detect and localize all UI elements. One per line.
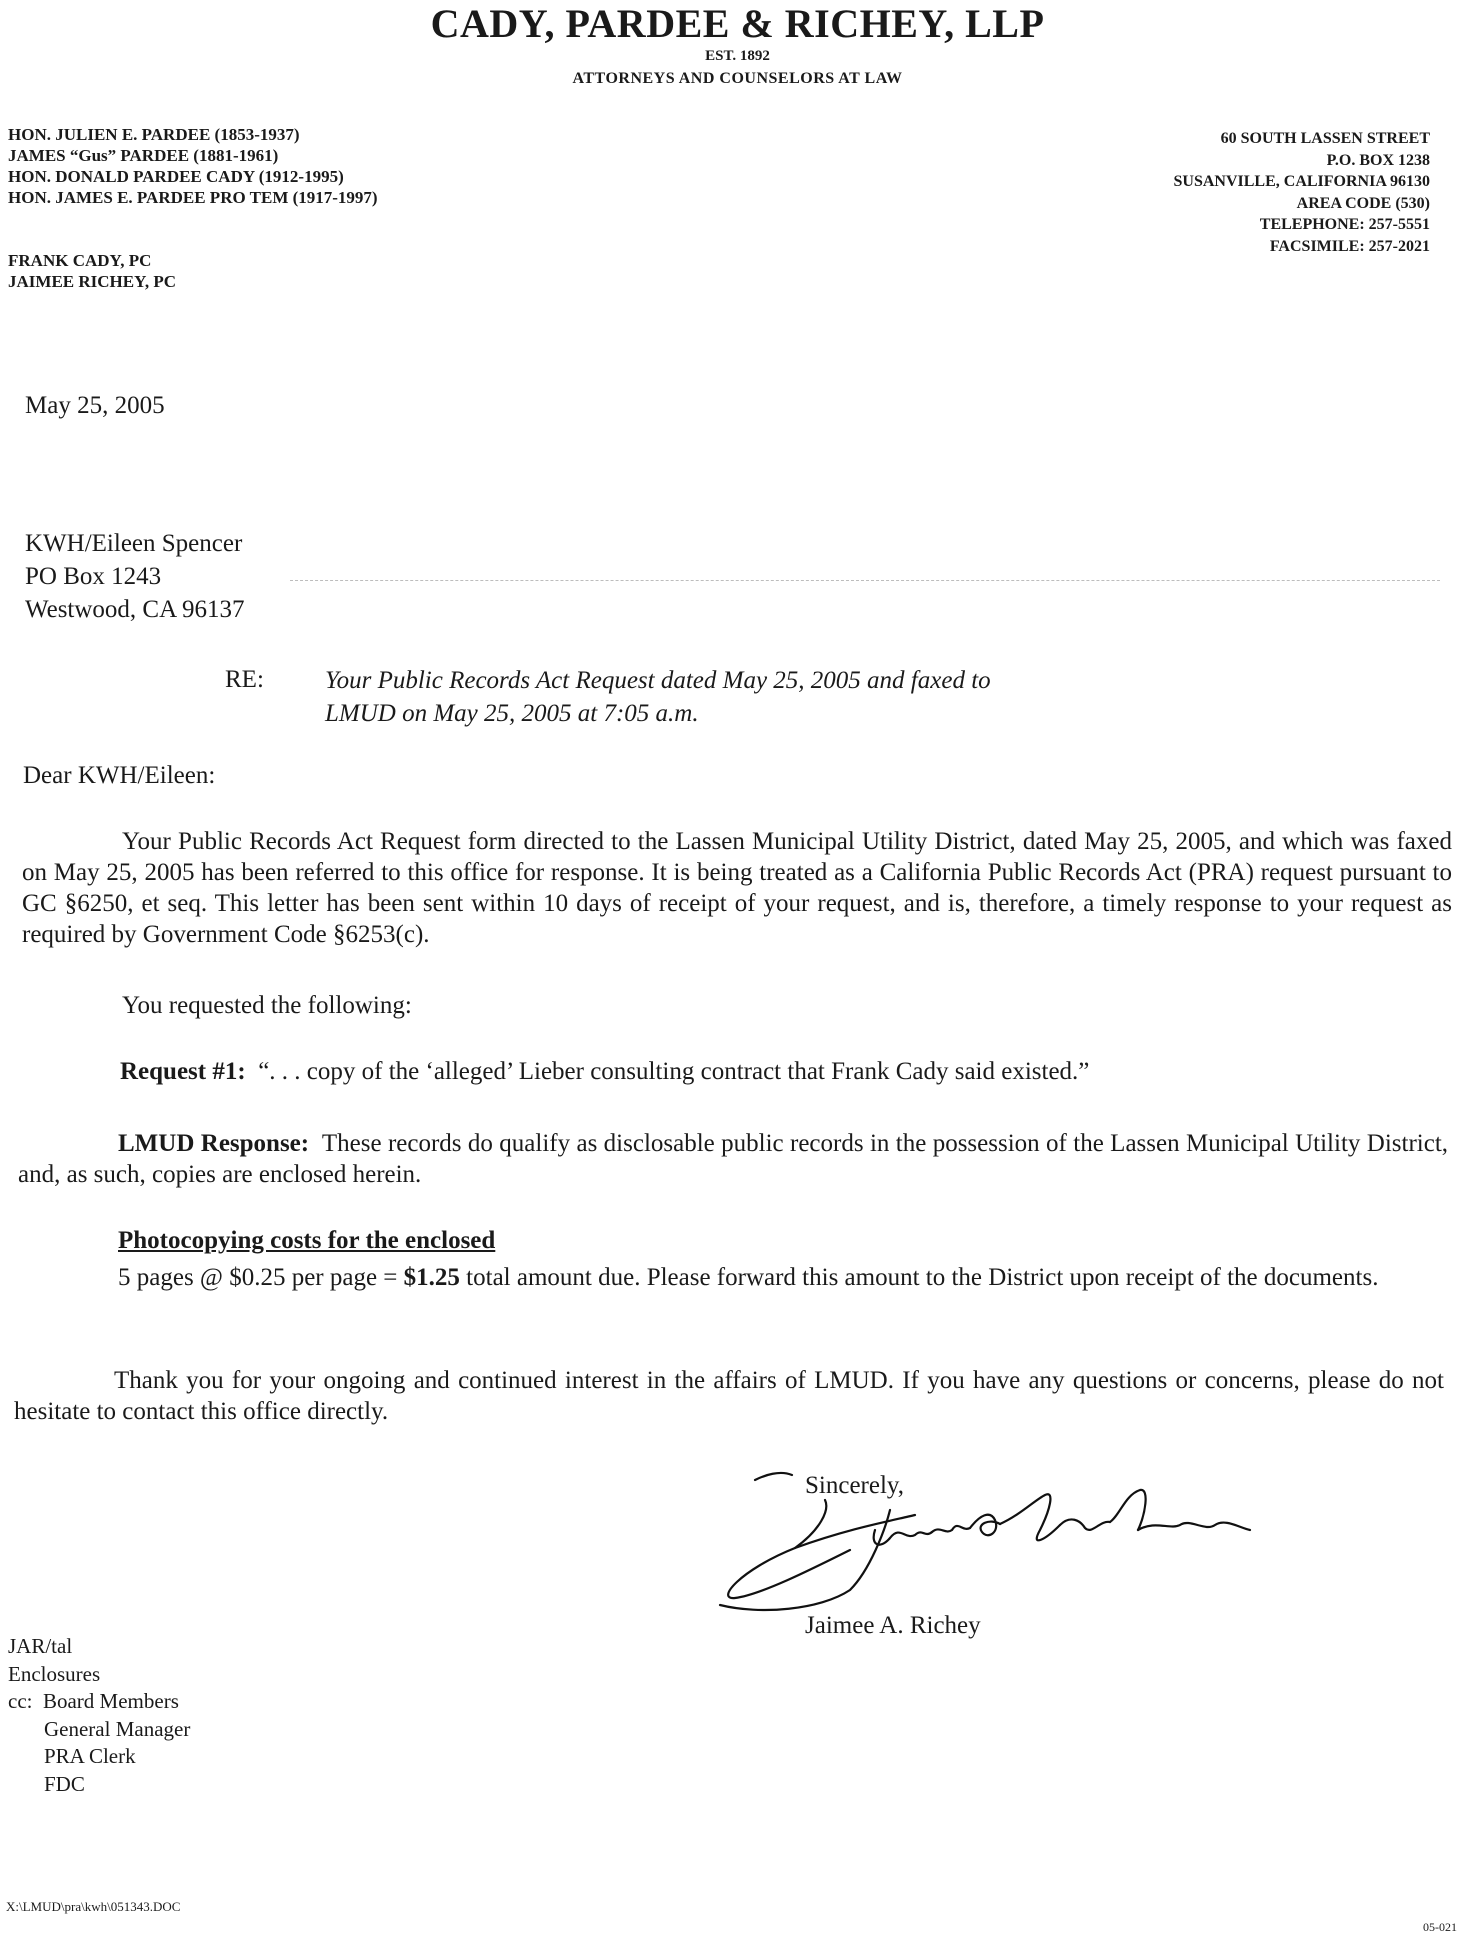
recipient-line: PO Box 1243 [25,563,162,590]
photocopy-heading: Photocopying costs for the enclosed [118,1227,496,1254]
thank-you-text: Thank you for your ongoing and continued interest in the affairs of LMUD. If you have any questions or concerns, please do not hesitate to contact this office directly. [14,1367,1444,1425]
photocopy-pre: 5 pages @ $0.25 per page = [118,1264,404,1291]
scan-artifact-line [290,580,1440,581]
paragraph-intro-text: Your Public Records Act Request form directed to the Lassen Municipal Utility District, dated May 25, 2005, and which was faxed on May 25, 2005 has been referred to this office for response. It is being treated as a California Public Records Act (PRA) request pursuant to GC §6250, et seq. This letter has been sent within 10 days of receipt of your request, and is, therefore, a timely response to your request as required by Government Code §6253(c). [22,828,1452,948]
salutation: Dear KWH/Eileen: [23,762,216,789]
re-subject [325,664,991,730]
request-text: “. . . copy of the ‘alleged’ Lieber consulting contract that Frank Cady said existed.” [258,1058,1090,1085]
request-item [120,1058,1089,1086]
photocopy-costs [18,1262,1448,1293]
letter-date: May 25, 2005 [25,392,165,419]
address-line: AREA CODE (530) [1296,194,1430,212]
closing: Sincerely, [805,1472,905,1499]
cc-recipient: General Manager [44,1716,191,1741]
lmud-response [18,1128,1448,1190]
historic-partner: HON. DONALD PARDEE CADY (1912-1995) [8,167,344,186]
signer-name: Jaimee A. Richey [805,1612,981,1639]
current-partner: JAIMEE RICHEY, PC [8,272,176,291]
cc-line [8,1688,190,1716]
recipient-address [25,527,245,626]
photocopy-amount: $1.25 [403,1264,460,1291]
office-address [1174,128,1431,257]
paragraph-intro [22,826,1452,950]
thank-you-paragraph [14,1365,1444,1427]
document-code: 05-021 [1423,1920,1457,1934]
re-subject-line: Your Public Records Act Request dated May 25, 2005 and faxed to [325,667,991,694]
photocopy-post: total amount due. Please forward this amount to the District upon receipt of the documents. [459,1264,1379,1291]
recipient-line: KWH/Eileen Spencer [25,530,243,557]
address-line: FACSIMILE: 257-2021 [1269,237,1430,255]
request-label: Request #1: [120,1058,246,1085]
recipient-line: Westwood, CA 96137 [25,596,245,623]
address-line: TELEPHONE: 257-5551 [1259,216,1430,233]
typist-initials: JAR/tal [8,1634,73,1658]
historic-partner: HON. JULIEN E. PARDEE (1853-1937) [8,125,300,144]
address-line: P.O. BOX 1238 [1326,151,1430,169]
firm-name: CADY, PARDEE & RICHEY, LLP [430,1,1045,46]
historic-partner: HON. JAMES E. PARDEE PRO TEM (1917-1997) [8,188,378,207]
current-partner: FRANK CADY, PC [8,251,152,270]
current-partners-list [8,250,176,292]
cc-recipient: Board Members [42,1689,179,1713]
file-path: X:\LMUD\pra\kwh\051343.DOC [6,1899,181,1914]
address-line: 60 SOUTH LASSEN STREET [1220,130,1430,147]
re-subject-line: LMUD on May 25, 2005 at 7:05 a.m. [325,700,699,727]
requested-intro: You requested the following: [122,992,412,1019]
historic-partner: JAMES “Gus” PARDEE (1881-1961) [8,146,279,165]
response-label: LMUD Response: [118,1130,310,1157]
response-text: These records do qualify as disclosable public records in the possession of the Lassen Municipal Utility District, and, as such, copies are enclosed herein. [18,1130,1449,1188]
firm-tagline: ATTORNEYS AND COUNSELORS AT LAW [572,70,903,87]
cc-label: cc: [8,1689,33,1713]
re-label: RE: [225,666,264,693]
firm-established: EST. 1892 [705,48,770,64]
footer-notes [8,1633,190,1798]
historic-partners-list [8,124,378,208]
address-line: SUSANVILLE, CALIFORNIA 96130 [1173,173,1430,190]
cc-recipient: PRA Clerk [44,1744,136,1768]
enclosures-note: Enclosures [8,1661,101,1686]
cc-recipient: FDC [44,1771,85,1796]
